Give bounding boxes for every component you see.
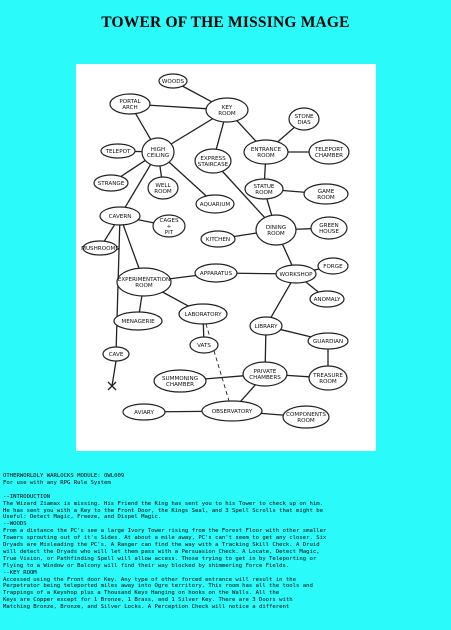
edge-workshop-forge [314,269,319,270]
text-line: --INTRODUCTION [3,493,51,500]
map-node-label: ROOM [218,111,236,117]
edge-library-private-chambers [265,335,266,362]
text-line: From a distance the PC's see a large Ivory Tower rising from the Forest Floor with other smaller [3,528,327,535]
edge-private-chambers-observatory [241,385,256,402]
map-node-label: TELEPOT [105,149,131,155]
map-node-label: VATS [197,343,211,349]
map-node-label: STAIRCASE [197,162,229,168]
map-node-label: COMPONENTS [286,412,326,418]
map-node-label: STATUE [253,184,275,190]
map-node-label: EXPRESS [200,156,226,162]
edge-cavern-mushrooms [104,225,114,242]
edge-laboratory-observatory [206,324,229,401]
map-node-apparatus [195,264,237,282]
map-node-dining-room [256,215,296,245]
map-node-label: ENTRANCE [250,147,282,153]
text-line: Trappings of a Keyshop plus a Thousand Keys Hanging on hooks on the Walls. All the [3,590,280,597]
map-node-guardian [308,333,348,349]
map-node-label: EXPERIMENTATION [117,277,171,283]
map-node-label: SUMMONING [161,376,199,382]
map-node-label: HOUSE [319,229,339,235]
text-line: OTHERWORLDLY WARLOCKS MODULE: OWL009 [3,473,125,479]
map-node-portal-arch [110,94,150,114]
text-line: For use with any RPG Rule System [3,479,111,486]
text-line: Dryads are Misleading the PC's. A Ranger can find the way with a Tracking Skill Check. A Druid [3,542,320,549]
map-node-anomaly [310,291,344,307]
map-node-high-ceiling [142,138,174,166]
edge-private-chambers-treasure-room [287,375,309,376]
map-node-entrance-room [244,140,288,164]
map-node-label: FORGE [323,264,343,270]
map-node-workshop [276,265,316,283]
map-node-label: GREEN [319,223,339,229]
edge-experimentation-apparatus [170,276,196,279]
map-node-label: WELL [155,183,171,189]
edge-portal-arch-high-ceiling [136,114,151,140]
map-node-game-room [304,184,348,204]
map-node-laboratory [179,304,227,324]
map-node-woods [159,74,187,88]
edge-statue-room-game-room [283,191,305,193]
map-node-label: ROOM [255,190,273,196]
map-node-well-room [148,177,178,199]
map-node-label: TREASURE [313,373,343,379]
text-line: --KEY ROOM [3,569,37,576]
map-node-label: ROOM [154,189,172,195]
map-node-label: LABORATORY [184,312,222,318]
text-line: True Vision, or Pathfinding Spell will allow access. Those trying to get in by Teleporting or [3,555,317,562]
edge-experimentation-laboratory [163,292,189,306]
map-node-cave [103,347,129,361]
map-node-label: AVIARY [134,410,154,416]
edge-observatory-components-room [261,413,283,415]
map-node-label: LIBRARY [254,324,278,330]
map-node-green-house [311,217,347,239]
map-node-stone-dias [289,108,319,130]
map-node-label: ROOM [257,153,275,159]
edge-dining-room-kitchen [234,233,256,236]
map-node-label: KEY [221,105,233,111]
map-node-label: WORKSHOP [279,272,313,278]
map-node-label: OBSERVATORY [211,409,253,415]
map-node-telepot [101,144,135,158]
map-node-label: ROOM [319,379,337,385]
module-text [3,473,449,611]
map-node-label: MENAGERIE [121,319,155,325]
map-node-private-chambers [243,362,287,386]
edge-woods-key-room [183,86,212,102]
edge-high-ceiling-well-room [160,166,162,177]
map-node-strange [94,175,128,191]
map-node-label: PORTAL [119,99,141,105]
map-node-kitchen [201,231,235,247]
map-node-label: WOODS [161,79,185,85]
blank-line [3,487,449,494]
map-node-label: TELEPORT [314,147,344,153]
map-node-label: DINING [265,225,287,231]
text-line: will detect the Dryads who will let them pass with a Persuasion Check. A Locate, Detect Magic, [3,548,320,555]
map-node-label: MUSHROOMS [81,246,119,252]
map-node-label: APPARATUS [199,271,233,277]
map-node-aviary [123,404,165,420]
map-node-label: CHAMBERS [249,375,281,381]
map-node-label: + [166,224,172,230]
map-node-label: ANOMALY [313,297,341,303]
edge-key-room-high-ceiling [171,119,212,144]
text-line: Flying to a Window or Balcony will find their way blocked by shimmering Force Fields. [3,562,290,569]
map-node-menagerie [114,312,162,330]
edge-statue-room-dining-room [267,199,272,215]
map-node-label: CAGES [159,218,179,224]
text-line: --WOODS [3,521,27,528]
map-node-key-room [206,98,248,122]
edge-workshop-anomaly [306,282,319,292]
map-node-cages-pit [153,215,185,237]
map-node-vats [190,337,218,353]
map-node-label: ROOM [317,195,335,201]
edge-workshop-library [271,283,291,318]
map-node-library [250,317,282,335]
edge-key-room-portal-arch [150,105,206,108]
map-node-label: KITCHEN [205,237,231,243]
map-node-experimentation [117,268,171,296]
map-node-label: ARCH [122,105,138,111]
text-line: Perpetrator being teleported miles away into Ogre territory. This room has all the tools and [3,583,313,590]
text-line: The Wizard Ziamax is missing. His Friend the King has sent you to his Tower to check up on him. [3,500,323,507]
map-node-label: ROOM [297,418,315,424]
map-node-treasure-room [309,366,347,390]
map-node-forge [318,258,348,274]
edge-key-room-entrance-room [237,121,256,142]
edge-cavern-experimentation [123,225,139,268]
map-node-mushrooms [81,241,119,255]
map-node-label: CAVE [108,352,124,358]
map-node-label: PRIVATE [253,369,277,375]
edge-dining-room-green-house [296,229,311,230]
map-node-label: AQUARIUM [199,202,231,208]
edge-stone-dias-entrance-room [278,127,295,141]
map-node-cavern [100,207,140,225]
map-node-statue-room [245,179,283,199]
map-node-label: CEILING [146,153,170,159]
edge-dining-room-workshop [282,244,292,265]
page-title: TOWER OF THE MISSING MAGE [101,14,350,31]
text-line: He has sent you with a Key to the Front Door, the Kings Seal, and 3 Spell Scrolls that might be [3,507,323,514]
map-node-label: STRANGE [97,181,125,187]
map-node-label: ROOM [267,231,285,237]
map-node-label: GUARDIAN [312,339,344,345]
text-line: Useful: Detect Magic, Freeze, and Dispel Magic. [3,514,162,521]
map-node-label: GAME [317,189,335,195]
text-line: Keys are Copper except for 1 Bronze, 1 Brass, and 1 Silver Key. There are 3 Doors with [3,597,293,604]
map-node-label: DIAS [297,120,311,126]
map-node-label: CHAMBER [314,153,344,159]
map-node-label: PIT [164,230,174,236]
edge-entrance-room-statue-room [265,164,266,179]
tower-map-diagram [76,64,376,451]
map-node-teleport-chamber [309,140,349,164]
edge-cavern-cages-pit [138,220,153,223]
map-node-label: STONE [294,114,314,120]
map-node-observatory [202,401,262,421]
map-node-aquarium [196,195,234,213]
text-line: Accessed using the Front door Key. Any type of other forced entrance will result in the [3,576,296,583]
map-node-summoning-chamber [154,370,206,392]
map-node-label: ROOM [135,283,153,289]
edge-high-ceiling-strange [121,160,145,176]
text-line: Matching Bronze, Bronze, and Silver Locks. A Perception Check will notice a different [3,604,290,611]
map-node-label: CAVERN [108,214,132,220]
map-node-label: CHAMBER [165,382,195,388]
map-node-label: HIGH [150,147,166,153]
edge-private-chambers-summoning-chamber [206,376,244,379]
tower-map [76,64,376,451]
edge-library-guardian [281,330,311,337]
map-node-components-room [283,406,329,428]
text-line: Towers sprouting out of it's Sides. At about a mile away, PC's can't seem to get any closer. Six [3,535,327,542]
map-node-express-stairs [195,149,231,173]
edge-experimentation-menagerie [139,296,141,312]
edge-key-room-express-stairs [216,122,224,149]
